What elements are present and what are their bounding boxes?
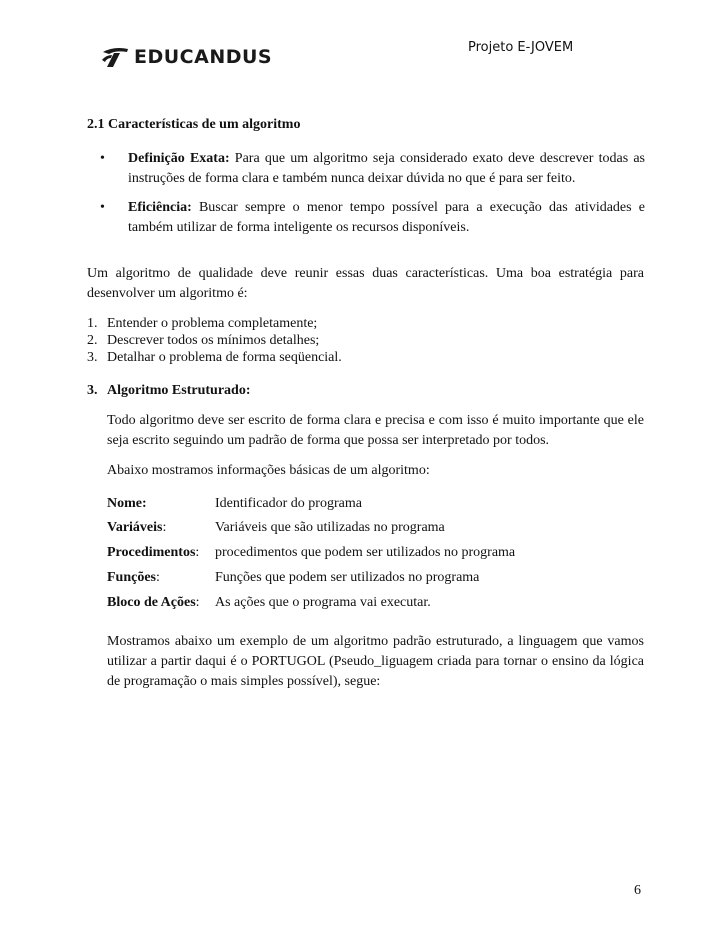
info-row: [107, 518, 445, 538]
info-value: As ações que o programa vai executar.: [215, 595, 431, 610]
list-item: [87, 348, 342, 368]
list-text: Detalhar o problema de forma seqüencial.: [107, 350, 342, 365]
logo-text: EDUCANDUS: [134, 46, 273, 68]
educandus-logo: [100, 46, 272, 68]
info-key-rest: :: [156, 570, 160, 585]
list-number: 2.: [87, 333, 98, 348]
bullet-term: Definição Exata:: [128, 151, 230, 166]
section-heading-text: Algoritmo Estruturado:: [107, 383, 251, 398]
bullet-text: [128, 198, 645, 238]
section-number: 3.: [87, 383, 98, 398]
info-row: [107, 494, 362, 514]
info-key: [107, 593, 215, 613]
info-key-rest: :: [162, 520, 167, 535]
bullet-dot: •: [100, 200, 105, 215]
info-key: [107, 543, 215, 563]
bullet-item: [100, 149, 645, 189]
bullet-text: [128, 149, 645, 189]
info-value: Funções que podem ser utilizados no programa: [215, 570, 480, 585]
info-key: [107, 494, 215, 514]
info-key-bold: Variáveis: [107, 520, 163, 535]
info-value: Identificador do programa: [215, 496, 362, 511]
project-header: Projeto E-JOVEM: [468, 40, 574, 55]
info-key-bold: Procedimentos: [107, 545, 196, 560]
bullet-term: Eficiência:: [128, 200, 192, 215]
info-value: Variáveis que são utilizadas no programa: [215, 520, 445, 535]
paragraph: Um algoritmo de qualidade deve reunir essas duas características. Uma boa estratégia para desenvolver um algoritmo é:: [87, 266, 644, 301]
bullet-item: [100, 198, 645, 238]
list-number: 1.: [87, 316, 98, 331]
bullet-description: Buscar sempre o menor tempo possível para a execução das atividades e também utilizar de forma inteligente os recursos disponíveis.: [128, 200, 645, 235]
info-key: [107, 568, 215, 588]
page-number: 6: [634, 883, 641, 898]
info-key-bold: Nome:: [107, 496, 147, 511]
info-key-bold: Bloco de Ações: [107, 595, 196, 610]
info-key-rest: :: [195, 545, 200, 560]
list-text: Entender o problema completamente;: [107, 316, 318, 331]
info-key: [107, 518, 215, 538]
info-key-bold: Funções: [107, 570, 156, 585]
paragraph: Abaixo mostramos informações básicas de um algoritmo:: [107, 463, 430, 478]
section-title: 2.1 Características de um algoritmo: [87, 117, 301, 132]
bullet-description: Para que um algoritmo seja considerado exato deve descrever todas as instruções de forma clara e também nunca deixar dúvida no que é para ser feito.: [128, 151, 645, 186]
info-key-rest: :: [195, 595, 200, 610]
bullet-dot: •: [100, 151, 105, 166]
info-value: procedimentos que podem ser utilizados no programa: [215, 545, 516, 560]
info-row: [107, 593, 431, 613]
info-row: [107, 568, 479, 588]
list-text: Descrever todos os mínimos detalhes;: [107, 333, 320, 348]
list-number: 3.: [87, 350, 98, 365]
educandus-swoosh-icon: [100, 46, 130, 68]
section-heading: [87, 383, 251, 399]
paragraph: Mostramos abaixo um exemplo de um algoritmo padrão estruturado, a linguagem que vamos utilizar a partir daqui é o PORTUGOL (Pseudo_liguagem criada para tornar o ensino da lógica de programação o mais simples possível), segue:: [107, 634, 644, 689]
info-row: [107, 543, 515, 563]
paragraph: Todo algoritmo deve ser escrito de forma clara e precisa e com isso é muito importante que ele seja escrito seguindo um padrão de forma que possa ser interpretado por todos.: [107, 413, 644, 448]
